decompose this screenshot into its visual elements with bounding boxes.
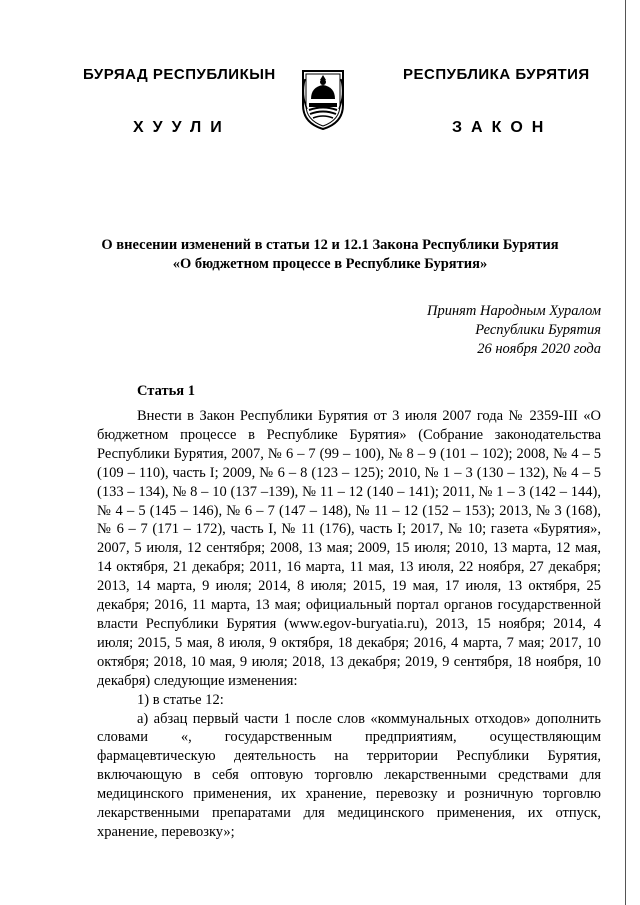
header-left-word: ХУУЛИ — [133, 119, 231, 136]
article-item: 1) в статье 12: — [137, 691, 224, 708]
article-body — [97, 407, 601, 842]
law-title — [60, 236, 600, 274]
adoption-date: 26 ноября 2020 года — [477, 341, 601, 357]
article-paragraph: Внести в Закон Республики Бурятия от 3 июля 2007 года № 2359-III «О бюджетном процессе в Республике Бурятия» (Собрание законодательства Республики Бурятия, 2007, № 6 – 7 (99 – 100), № 8 – 9 (101 – 102); 2008, № 4 – 5 (109 – 110), часть I; 2009, № 6 – 8 (123 – 125); 2010, № 1 – 3 (130 – 132), № 4 – 5 (133 – 134), № 8 – 10 (137 –139), № 11 – 12 (140 – 141); 2011, № 1 – 3 (142 – 144), № 4 – 5 (145 – 146), № 6 – 7 (147 – 148), № 11 – 12 (152 – 153); 2013, № 3 (168), № 6 – 7 (171 – 172), часть I, № 11 (176), часть I; 2017, № 10; газета «Бурятия», 2007, 5 июля, 12 сентября; 2008, 13 мая; 2009, 15 июля; 2010, 13 марта, 12 мая, 14 октября, 21 декабря; 2011, 16 марта, 11 мая, 13 июля, 22 ноября, 27 декабря; 2013, 14 марта, 9 июля; 2014, 8 июля; 2015, 19 мая, 17 июля, 13 октября, 25 декабря; 2016, 11 марта, 13 мая; официальный портал органов государственной власти Республики Бурятия (www.egov-buryatia.ru), 2013, 15 ноября; 2014, 4 июля; 2015, 5 мая, 8 июля, 9 октября, 18 декабря; 2016, 4 марта, 7 мая; 2017, 10 октября; 2018, 10 мая, 9 июля; 2018, 13 декабря; 2019, 9 сентября, 18 ноября, 10 декабря) следующие изменения: — [97, 408, 601, 689]
adoption-line1: Принят Народным Хуралом — [426, 303, 601, 319]
law-title-line2: «О бюджетном процессе в Республике Бурятия» — [172, 256, 488, 272]
scan-edge-line — [625, 0, 626, 905]
law-title-line1: О внесении изменений в статьи 12 и 12.1 Закона Республики Бурятия — [101, 237, 559, 253]
adoption-line2: Республики Бурятия — [475, 322, 601, 338]
header-left-title: БУРЯАД РЕСПУБЛИКЫН — [83, 66, 276, 83]
coat-of-arms-icon — [299, 65, 347, 131]
adoption-note — [427, 302, 601, 359]
header-right-title: РЕСПУБЛИКА БУРЯТИЯ — [403, 66, 590, 83]
article-subitem: а) абзац первый части 1 после слов «коммунальных отходов» дополнить словами «, государственным предприятиям, осуществляющим фармацевтическую деятельность на территории Республики Бурятия, включающую в себя оптовую торговлю лекарственными средствами для медицинского применения, их хранение, перевозку и розничную торговлю лекарственными препаратами для медицинского применения, их отпуск, хранение, перевозку»; — [97, 710, 601, 840]
header-right-word: ЗАКОН — [452, 119, 553, 136]
article-heading: Статья 1 — [137, 383, 195, 399]
